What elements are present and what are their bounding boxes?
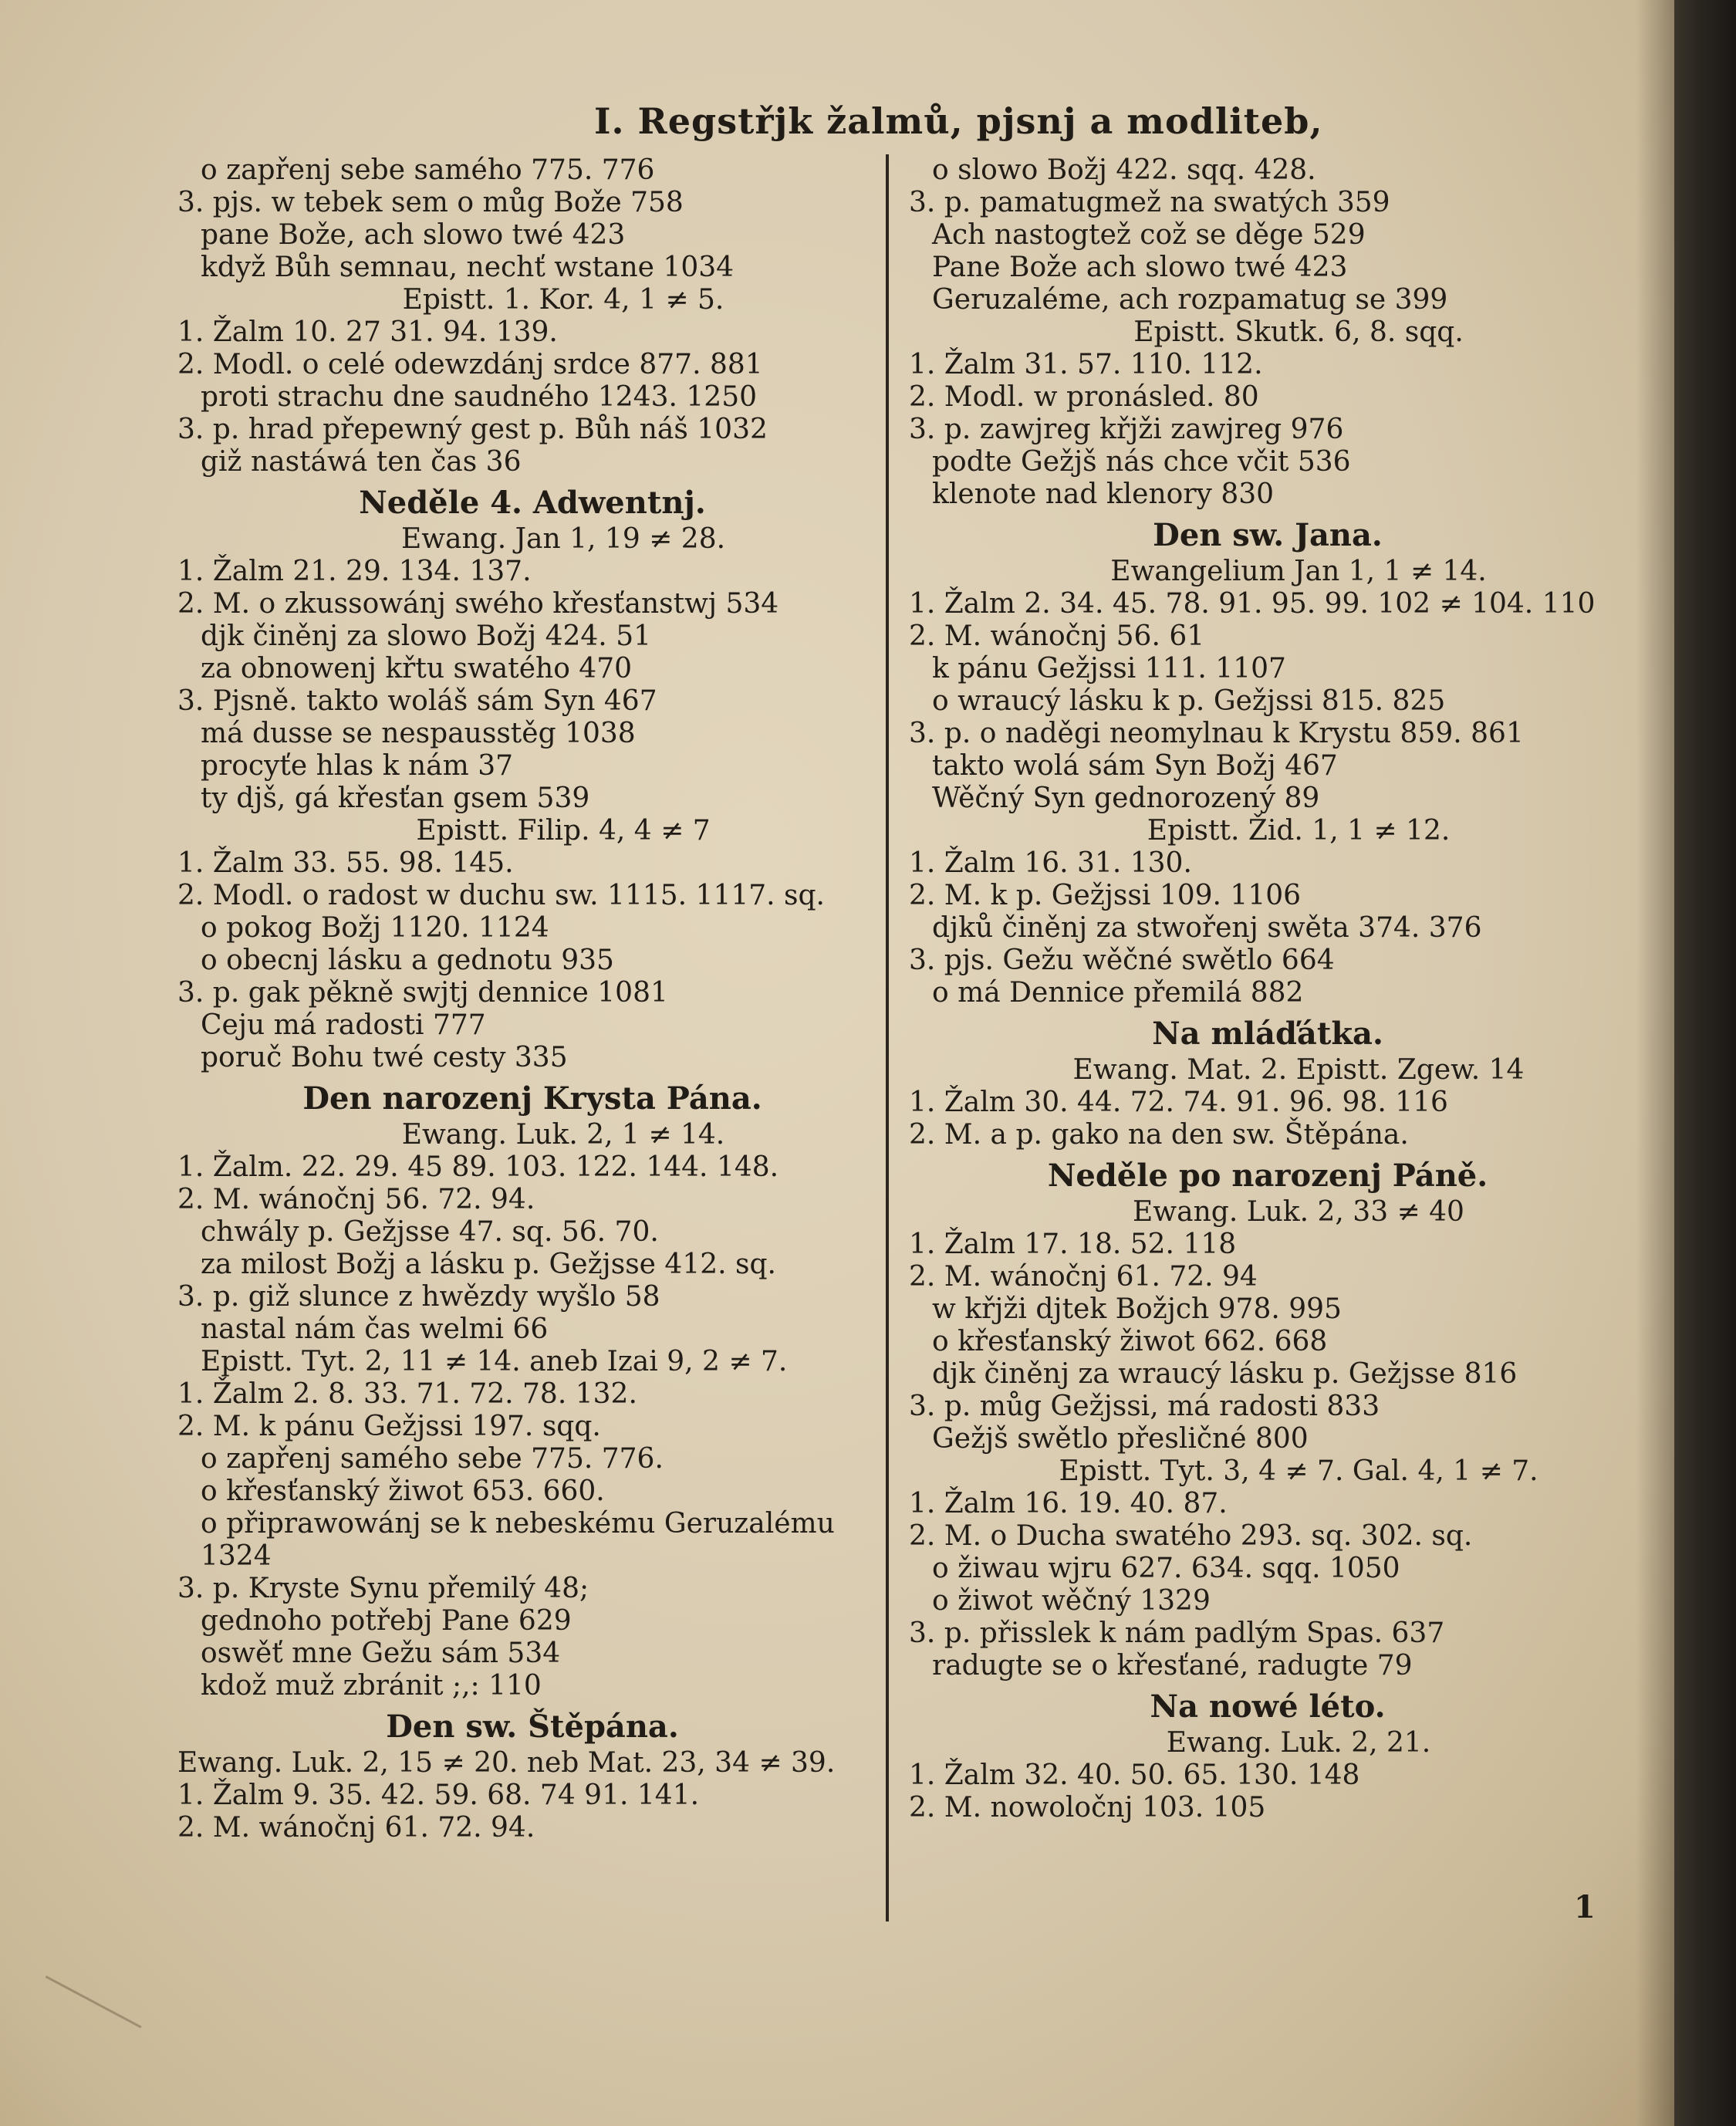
register-line: 1. Žalm 10. 27 31. 94. 139. [177,316,558,348]
register-line: 1. Žalm 32. 40. 50. 65. 130. 148 [909,1759,1360,1791]
register-line: nastal nám čas welmi 66 [201,1313,549,1345]
register-line: kdož muž zbránit ;,: 110 [201,1670,542,1702]
register-line: za obnowenj křtu swatého 470 [201,653,633,684]
reading-reference: Epistt. Filip. 4, 4 ≠ 7 [416,815,711,847]
register-line: má dusse se nespausstěg 1038 [201,718,636,749]
register-line: 1. Žalm 2. 34. 45. 78. 91. 95. 99. 102 ≠ 104. 110 [909,588,1596,620]
reading-reference: Epistt. Skutk. 6, 8. sqq. [1133,316,1464,348]
register-line: 2. M. k pánu Gežjssi 197. sqq. [177,1411,601,1442]
register-line: 2. M. wánočnj 56. 61 [909,620,1205,652]
register-line: 2. Modl. o radost w duchu sw. 1115. 1117. sq. [177,880,826,911]
register-line: oswěť mne Gežu sám 534 [201,1638,561,1669]
register-line: pane Bože, ach slowo twé 423 [201,219,626,251]
register-line: 3. p. Kryste Synu přemilý 48; [177,1573,589,1604]
register-line: Wěčný Syn gednorozený 89 [932,782,1320,814]
register-line: 1. Žalm 2. 8. 33. 71. 72. 78. 132. [177,1378,637,1410]
register-line: 3. p. giž slunce z hwězdy wyšlo 58 [177,1281,660,1313]
reading-reference: Ewang. Mat. 2. Epistt. Zgew. 14 [1072,1054,1525,1086]
register-line: 3. p. o naděgi neomylnau k Krystu 859. 861 [909,718,1524,749]
register-line: 2. M. o zkussowánj swého křesťanstwj 534 [177,588,779,620]
register-line: 3. p. pamatugmež na swatých 359 [909,187,1390,218]
register-line: 3. Pjsně. takto woláš sám Syn 467 [177,685,657,717]
register-line: podte Gežjš nás chce včit 536 [932,446,1351,478]
register-line: ty djš, gá křesťan gsem 539 [201,782,590,814]
register-line: 3. pjs. Gežu wěčné swětlo 664 [909,945,1335,976]
adjacent-page-edge [1674,0,1736,2126]
register-line: djk činěnj za wraucý lásku p. Gežjsse 816 [932,1358,1518,1390]
register-line: o má Dennice přemilá 882 [932,977,1304,1009]
register-line: klenote nad klenory 830 [932,478,1275,510]
reading-reference: Ewang. Luk. 2, 21. [1166,1727,1431,1759]
register-line: 3. p. můg Gežjssi, má radosti 833 [909,1391,1380,1422]
catchword: 1 [1574,1889,1596,1925]
register-line: procyťe hlas k nám 37 [201,750,514,782]
left-column [177,154,887,1844]
register-line: 2. M. o Ducha swatého 293. sq. 302. sq. [909,1520,1473,1552]
register-line: 3. p. gak pěkně swjtj dennice 1081 [177,977,668,1009]
register-line: Epistt. Tyt. 2, 11 ≠ 14. aneb Izai 9, 2 ≠ 7. [201,1346,788,1377]
register-line: o žiwau wjru 627. 634. sqq. 1050 [932,1553,1400,1584]
register-line: radugte se o křesťané, radugte 79 [932,1650,1413,1682]
register-line: djk činěnj za slowo Božj 424. 51 [201,620,651,652]
register-line: w křjži djtek Božjch 978. 995 [932,1293,1342,1325]
page-edge-shadow [1636,0,1674,2126]
register-line: 3. p. přisslek k nám padlým Spas. 637 [909,1617,1445,1649]
register-line: 2. M. nowoločnj 103. 105 [909,1792,1266,1823]
reading-reference: Epistt. Žid. 1, 1 ≠ 12. [1147,815,1451,847]
register-line: proti strachu dne saudného 1243. 1250 [201,381,758,413]
register-line: 2. Modl. w pronásled. 80 [909,381,1259,413]
section-heading: Den narozenj Krysta Pána. [302,1080,762,1117]
register-line: 1. Žalm 21. 29. 134. 137. [177,556,532,587]
section-heading: Na nowé léto. [1150,1688,1386,1725]
register-line: o žiwot wěčný 1329 [932,1585,1211,1617]
register-line: Ceju má radosti 777 [201,1009,486,1041]
register-line: 2. Modl. o celé odewzdánj srdce 877. 881 [177,349,763,380]
reading-reference: Ewang. Jan 1, 19 ≠ 28. [400,523,726,555]
section-heading: Neděle po narozenj Páně. [1047,1158,1488,1194]
register-line: o připrawowánj se k nebeskému Geruzalému [201,1508,835,1540]
section-heading: Den sw. Štěpána. [386,1709,679,1745]
register-line: o zapřenj samého sebe 775. 776. [201,1443,664,1475]
register-line: o křesťanský žiwot 653. 660. [201,1475,605,1507]
register-line: Ach nastogtež což se děge 529 [932,219,1366,251]
register-line: 1. Žalm. 22. 29. 45 89. 103. 122. 144. 148. [177,1151,779,1183]
register-line: o slowo Božj 422. sqq. 428. [932,154,1316,186]
register-line: giž nastáwá ten čas 36 [201,446,522,478]
reading-reference: Ewang. Luk. 2, 1 ≠ 14. [401,1119,725,1151]
register-line: takto wolá sám Syn Božj 467 [932,750,1338,782]
register-line: 1324 [201,1540,272,1572]
register-line: chwály p. Gežjsse 47. sq. 56. 70. [201,1216,659,1248]
register-line: 1. Žalm 16. 19. 40. 87. [909,1488,1228,1519]
running-head: I. Regstřjk žalmů, pjsnj a modliteb, [594,100,1323,142]
register-line: 1. Žalm 16. 31. 130. [909,847,1192,879]
register-line: 3. p. zawjreg křjži zawjreg 976 [909,414,1344,445]
register-line: 1. Žalm 9. 35. 42. 59. 68. 74 91. 141. [177,1780,700,1811]
register-line: 1. Žalm 17. 18. 52. 118 [909,1229,1237,1260]
register-line: 2. M. k p. Gežjssi 109. 1106 [909,880,1302,911]
register-line: k pánu Gežjssi 111. 1107 [932,653,1286,684]
register-line: 2. M. a p. gako na den sw. Štěpána. [909,1119,1409,1151]
register-line: 1. Žalm 30. 44. 72. 74. 91. 96. 98. 116 [909,1087,1448,1118]
reading-reference: Ewang. Luk. 2, 33 ≠ 40 [1133,1196,1464,1228]
register-line: o pokog Božj 1120. 1124 [201,912,549,944]
column-divider [886,154,889,1922]
right-column [909,154,1626,1824]
register-line: 1. Žalm 31. 57. 110. 112. [909,349,1263,380]
register-line: Ewang. Luk. 2, 15 ≠ 20. neb Mat. 23, 34 ≠ 39. [177,1747,836,1779]
register-line: gednoho potřebj Pane 629 [201,1605,572,1637]
register-line: 2. M. wánočnj 61. 72. 94. [177,1812,535,1844]
register-line: 1. Žalm 33. 55. 98. 145. [177,847,514,879]
reading-reference: Epistt. 1. Kor. 4, 1 ≠ 5. [402,284,724,316]
register-line: poruč Bohu twé cesty 335 [201,1042,568,1073]
section-heading: Neděle 4. Adwentnj. [359,485,706,521]
section-heading: Na mláďátka. [1152,1016,1383,1052]
register-line: o obecnj lásku a gednotu 935 [201,945,614,976]
register-line: Geruzaléme, ach rozpamatug se 399 [932,284,1448,316]
register-line: o křesťanský žiwot 662. 668 [932,1326,1328,1357]
register-line: 3. pjs. w tebek sem o můg Bože 758 [177,187,684,218]
register-line: o wraucý lásku k p. Gežjssi 815. 825 [932,685,1446,717]
reading-reference: Ewangelium Jan 1, 1 ≠ 14. [1110,556,1487,587]
register-line: Pane Bože ach slowo twé 423 [932,252,1348,283]
corner-fold-mark [20,1976,142,2076]
register-line: 2. M. wánočnj 61. 72. 94 [909,1261,1258,1293]
reading-reference: Epistt. Tyt. 3, 4 ≠ 7. Gal. 4, 1 ≠ 7. [1059,1455,1538,1487]
register-line: o zapřenj sebe samého 775. 776 [201,154,655,186]
register-line: 3. p. hrad přepewný gest p. Bůh náš 1032 [177,414,768,445]
register-line: 2. M. wánočnj 56. 72. 94. [177,1184,535,1215]
section-heading: Den sw. Jana. [1153,517,1383,553]
register-line: djků činěnj za stwořenj swěta 374. 376 [932,912,1482,944]
register-line: Gežjš swětlo přesličné 800 [932,1423,1309,1455]
register-line: když Bůh semnau, nechť wstane 1034 [201,252,735,283]
register-line: za milost Božj a lásku p. Gežjsse 412. sq. [201,1249,776,1280]
